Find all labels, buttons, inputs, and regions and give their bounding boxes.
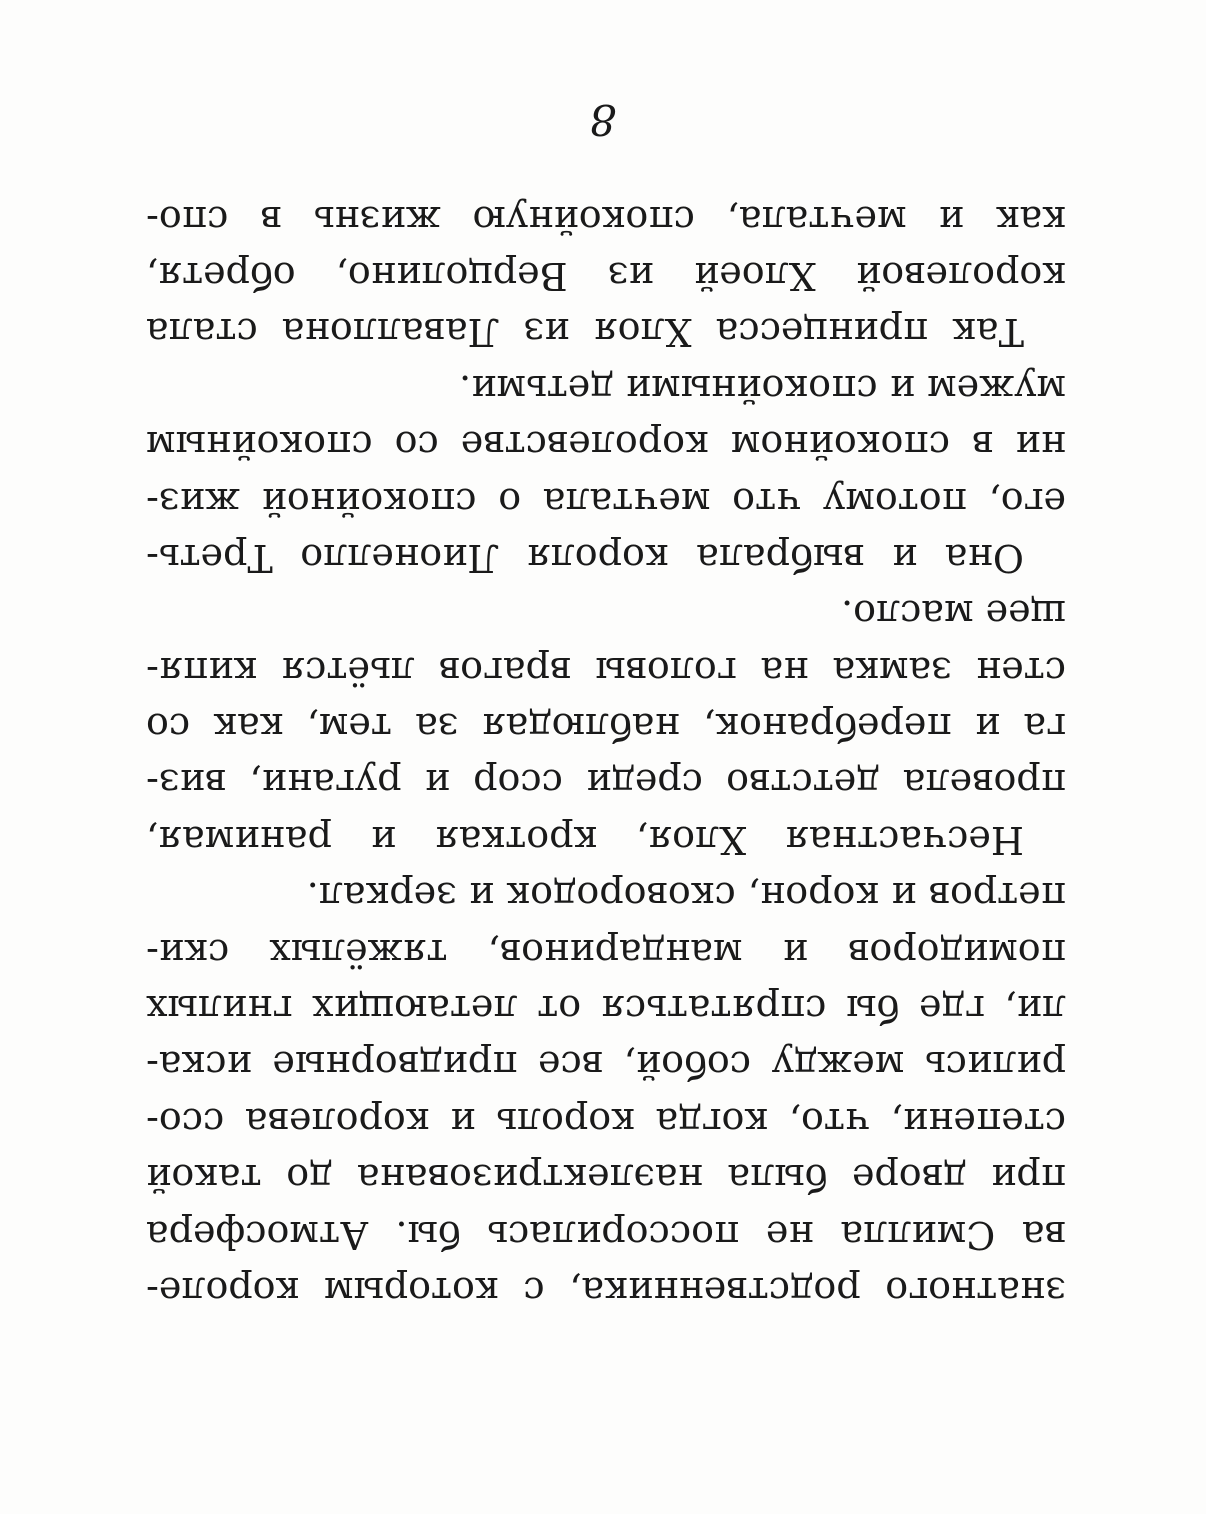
text-line: как и мечтала, спокойную жизнь в спо- — [146, 197, 1066, 242]
text-line: провела детство среди ссор и ругани, виз- — [146, 761, 1066, 806]
text-line: ни в спокойном королевстве со спокойным — [146, 423, 1066, 468]
text-line: Так принцесса Хлоя из Лаваллона стала — [146, 310, 1024, 355]
text-line: стен замка на головы врагов льётся кипя- — [146, 648, 1066, 693]
text-line: петров и корон, сковородок и зеркал. — [306, 874, 1066, 919]
text-line: ва Смилла не поссорилась бы. Атмосфера — [146, 1212, 1066, 1257]
text-line: мужем и спокойными детьми. — [459, 366, 1066, 411]
text-line: га и перебранок, наблюдая за тем, как со — [146, 705, 1066, 750]
text-line: при дворе была наэлектризована до такой — [146, 1156, 1066, 1201]
text-line: его, потому что мечтала о спокойной жиз- — [146, 479, 1066, 524]
text-line: Она и выбрала короля Лионелло Треть- — [146, 535, 1024, 580]
text-line: рились между собой, все придворные иска- — [146, 1043, 1066, 1088]
text-line: помидоров и мандаринов, тяжёлых ски- — [146, 930, 1066, 975]
page-number: 8 — [589, 95, 617, 144]
body-text — [146, 191, 1066, 1319]
text-line: знатного родственника, с которым короле- — [146, 1269, 1066, 1313]
text-line: Несчастная Хлоя, кроткая и ранимая, — [146, 817, 1024, 862]
text-line: ли, где бы спрятаться от летающих гнилых — [146, 987, 1066, 1032]
text-line: королевой Хлоей из Верцолино, обретя, — [146, 253, 1066, 298]
text-line: степени, что, когда король и королева ссо- — [146, 1099, 1066, 1144]
text-line: щее масло. — [841, 592, 1066, 637]
